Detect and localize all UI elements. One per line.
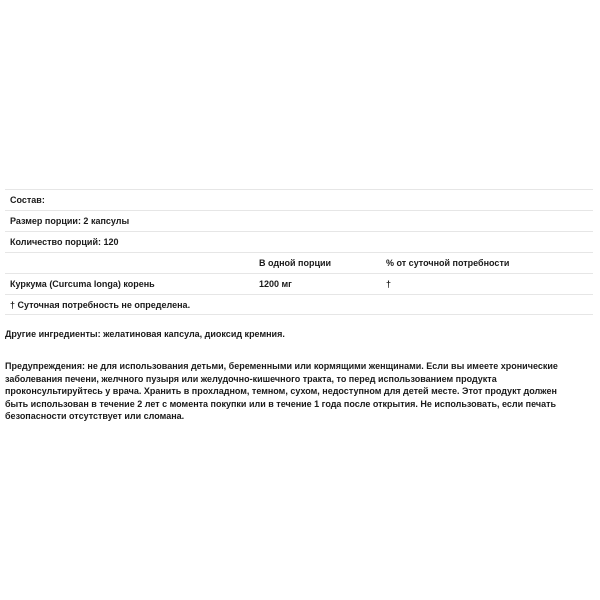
- footnote: † Суточная потребность не определена.: [10, 300, 191, 310]
- servings-count: Количество порций: 120: [10, 237, 119, 247]
- footnote-row: [5, 294, 593, 315]
- column-header-row: [5, 252, 593, 273]
- warnings-line: проконсультируйтесь у врача. Хранить в прохладном, темном, сухом, недоступном для детей месте. Этот продукт должен: [5, 386, 557, 396]
- serving-size-row: [5, 210, 593, 231]
- warnings-line: безопасности отсутствует или сломана.: [5, 411, 185, 421]
- ingredient-row: [5, 273, 593, 294]
- other-ingredients: Другие ингредиенты: желатиновая капсула, диоксид кремния.: [5, 329, 285, 339]
- ingredient-name: Куркума (Curcuma longa) корень: [10, 279, 155, 289]
- column-header-daily-value: % от суточной потребности: [386, 258, 510, 268]
- warnings-line: заболевания печени, желчного пузыря или желудочно-кишечного тракта, то перед использованием продукта: [5, 373, 497, 384]
- supplement-facts-table: [5, 189, 593, 315]
- column-header-per-serving: В одной порции: [259, 258, 332, 268]
- serving-size: Размер порции: 2 капсулы: [10, 216, 130, 226]
- composition-label: Состав:: [10, 195, 45, 205]
- composition-row: [5, 189, 593, 210]
- ingredient-amount: 1200 мг: [259, 279, 292, 289]
- warnings: [5, 360, 595, 423]
- warnings-line: Предупреждения: не для использования детьми, беременными или кормящими женщинами. Если вы имеете хронические: [5, 361, 558, 371]
- ingredient-daily-value: †: [386, 279, 392, 289]
- servings-count-row: [5, 231, 593, 252]
- warnings-line: быть использован в течение 2 лет с момента покупки или в течение 1 года после открытия. Не использовать, если печать: [5, 398, 557, 409]
